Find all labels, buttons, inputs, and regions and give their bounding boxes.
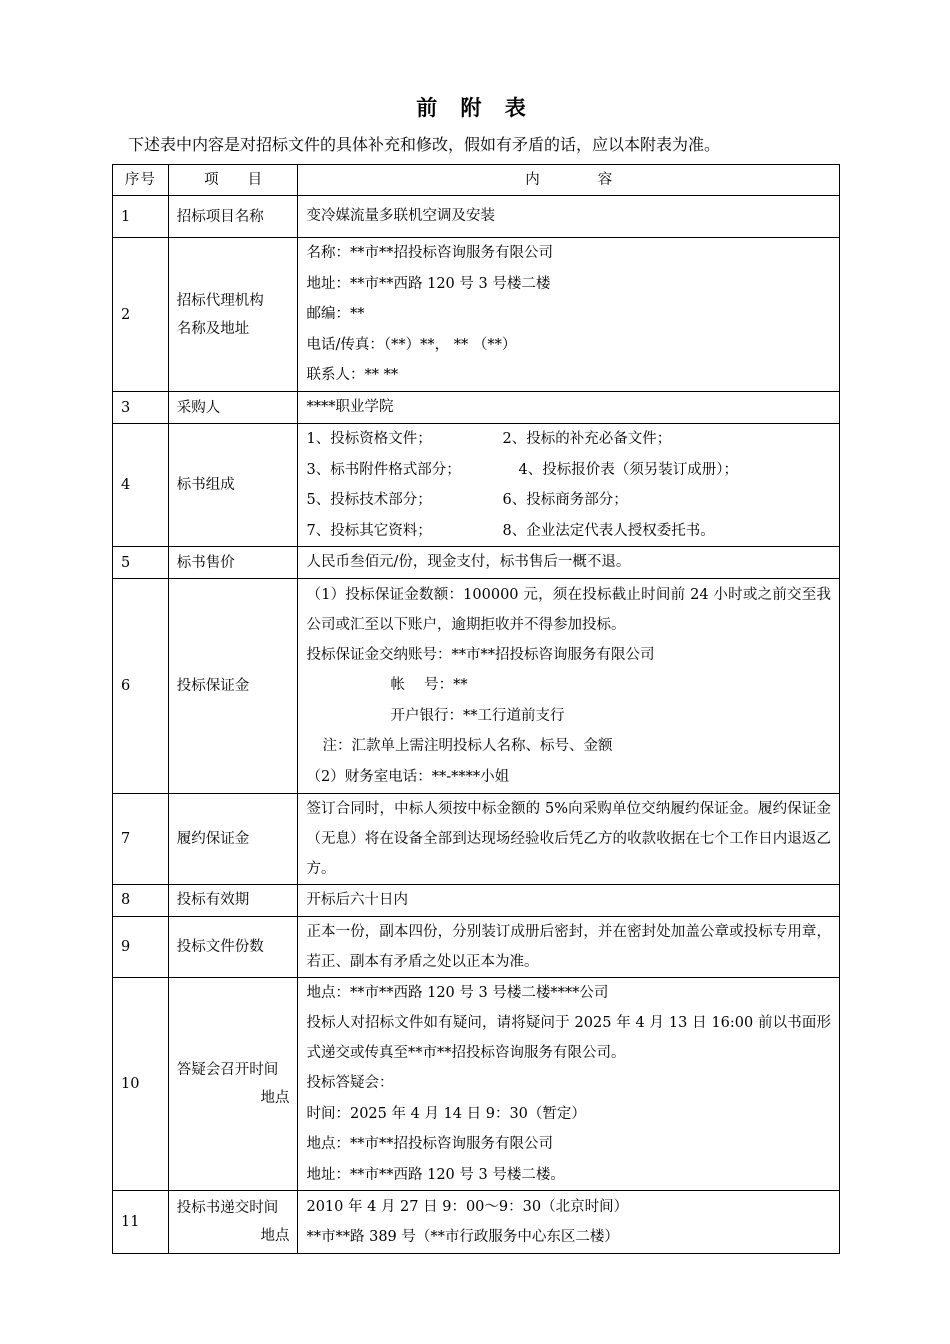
row-seq: 3 xyxy=(113,392,169,424)
table-row xyxy=(113,916,840,977)
content-line: 2010 年 4 月 27 日 9：00～9：30（北京时间） xyxy=(306,1198,629,1215)
doc-part: 8、企业法定代表人授权委托书。 xyxy=(502,522,715,539)
appendix-table xyxy=(112,164,840,1254)
row-content xyxy=(298,1191,840,1254)
row-content xyxy=(298,547,840,579)
row-item: 投标文件份数 xyxy=(168,916,298,977)
table-row xyxy=(113,1191,840,1254)
row-item: 投标有效期 xyxy=(168,885,298,917)
row-seq: 8 xyxy=(113,885,169,917)
table-row xyxy=(113,579,840,794)
row-seq: 11 xyxy=(113,1191,169,1254)
row-item: 采购人 xyxy=(168,392,298,424)
doc-part: 2、投标的补充必备文件； xyxy=(502,431,672,447)
row-item: 履约保证金 xyxy=(168,794,298,885)
row-seq: 5 xyxy=(113,547,169,579)
table-row xyxy=(113,794,840,885)
row-item-line: 地点 xyxy=(260,1089,290,1106)
content-line: 开标后六十日内 xyxy=(306,892,408,908)
row-content xyxy=(298,579,840,794)
content-line: 地址：**市**西路 120 号 3 号楼二楼。 xyxy=(306,1166,565,1183)
table-row xyxy=(113,424,840,547)
row-item xyxy=(168,238,298,392)
row-seq: 6 xyxy=(113,579,169,794)
content-line: **市**路 389 号（**市行政服务中心东区二楼） xyxy=(306,1229,619,1245)
doc-part: 4、投标报价表（须另装订成册）； xyxy=(518,461,738,478)
header-item: 项 目 xyxy=(168,165,298,196)
row-item-line: 地点 xyxy=(260,1228,290,1244)
row-item xyxy=(168,977,298,1191)
content-line: 投标保证金交纳账号：**市**招投标咨询服务有限公司 xyxy=(306,646,655,663)
table-row xyxy=(113,547,840,579)
content-line: 正本一份，副本四份，分别装订成册后密封，并在密封处加盖公章或投标专用章，若正、副本有矛盾之处以正本为准。 xyxy=(306,923,831,970)
table-row xyxy=(113,977,840,1191)
row-content xyxy=(298,916,840,977)
content-line: 开户银行：**工行道前支行 xyxy=(390,707,565,724)
row-content xyxy=(298,977,840,1191)
row-content xyxy=(298,885,840,917)
doc-part: 5、投标技术部分； xyxy=(306,492,432,508)
row-item-line: 名称及地址 xyxy=(176,320,250,337)
table-row xyxy=(113,196,840,238)
row-content xyxy=(298,794,840,885)
content-line: 邮编：** xyxy=(306,306,365,323)
content-line: 地点：**市**招投标咨询服务有限公司 xyxy=(306,1136,553,1152)
row-seq: 9 xyxy=(113,916,169,977)
content-line: 投标人对招标文件如有疑问，请将疑问于 2025 年 4 月 13 日 16:00 前以书面形式递交或传真至**市**招投标咨询服务有限公司。 xyxy=(306,1015,831,1061)
content-line xyxy=(306,516,831,547)
content-line: 帐 号：** xyxy=(390,677,468,694)
content-line: 时间：2025 年 4 月 14 日 9：30（暂定） xyxy=(306,1105,586,1122)
row-item: 标书组成 xyxy=(168,424,298,547)
row-content xyxy=(298,238,840,392)
row-seq: 2 xyxy=(113,238,169,392)
content-line: 联系人：** ** xyxy=(306,367,399,384)
row-content xyxy=(298,392,840,424)
intro-text: 下述表中内容是对招标文件的具体补充和修改，假如有矛盾的话，应以本附表为准。 xyxy=(128,135,721,154)
content-line: 电话/传真：（**）**， ** （**） xyxy=(306,336,517,353)
table-row xyxy=(113,885,840,917)
table-row xyxy=(113,392,840,424)
doc-part: 7、投标其它资料； xyxy=(306,522,432,539)
content-line: 变冷媒流量多联机空调及安装 xyxy=(306,208,495,225)
page-title: 前 附 表 xyxy=(416,96,534,120)
header-content: 内 容 xyxy=(298,165,840,196)
row-content xyxy=(298,196,840,238)
table-row xyxy=(113,238,840,392)
row-item-line: 投标书递交时间 xyxy=(176,1200,279,1216)
content-line: 地点：**市**西路 120 号 3 号楼二楼****公司 xyxy=(306,984,609,1001)
table-header-row xyxy=(113,165,840,196)
content-line: 投标答疑会： xyxy=(306,1075,394,1091)
row-seq: 10 xyxy=(113,977,169,1191)
row-item-line: 招标代理机构 xyxy=(176,292,264,309)
row-item: 招标项目名称 xyxy=(168,196,298,238)
content-line: 人民币叁佰元/份，现金支付，标书售后一概不退。 xyxy=(306,554,631,571)
header-seq: 序号 xyxy=(113,165,169,196)
content-line xyxy=(306,424,831,455)
row-seq: 4 xyxy=(113,424,169,547)
content-line xyxy=(306,485,831,516)
content-line: 名称：**市**招投标咨询服务有限公司 xyxy=(306,245,553,262)
row-item: 标书售价 xyxy=(168,547,298,579)
row-item: 投标保证金 xyxy=(168,579,298,794)
content-line xyxy=(306,455,831,486)
row-seq: 1 xyxy=(113,196,169,238)
doc-part: 3、标书附件格式部分； xyxy=(306,461,461,478)
content-line: ****职业学院 xyxy=(306,399,394,416)
row-item-line: 答疑会召开时间 xyxy=(176,1061,279,1078)
content-line: （1）投标保证金数额：100000 元，须在投标截止时间前 24 小时或之前交至我公司或汇至以下账户，逾期拒收并不得参加投标。 xyxy=(306,586,831,633)
row-content xyxy=(298,424,840,547)
row-item xyxy=(168,1191,298,1254)
content-line: 地址：**市**西路 120 号 3 号楼二楼 xyxy=(306,275,551,292)
content-line: 签订合同时，中标人须按中标金额的 5%向采购单位交纳履约保证金。履约保证金（无息）将在设备全部到达现场经验收后凭乙方的收款收据在七个工作日内退返乙方。 xyxy=(306,801,831,877)
row-seq: 7 xyxy=(113,794,169,885)
content-line: （2）财务室电话：**-****小姐 xyxy=(306,768,510,785)
doc-part: 6、投标商务部分； xyxy=(502,492,628,508)
doc-part: 1、投标资格文件； xyxy=(306,431,432,447)
content-line: 注：汇款单上需注明投标人名称、标号、金额 xyxy=(322,738,613,755)
